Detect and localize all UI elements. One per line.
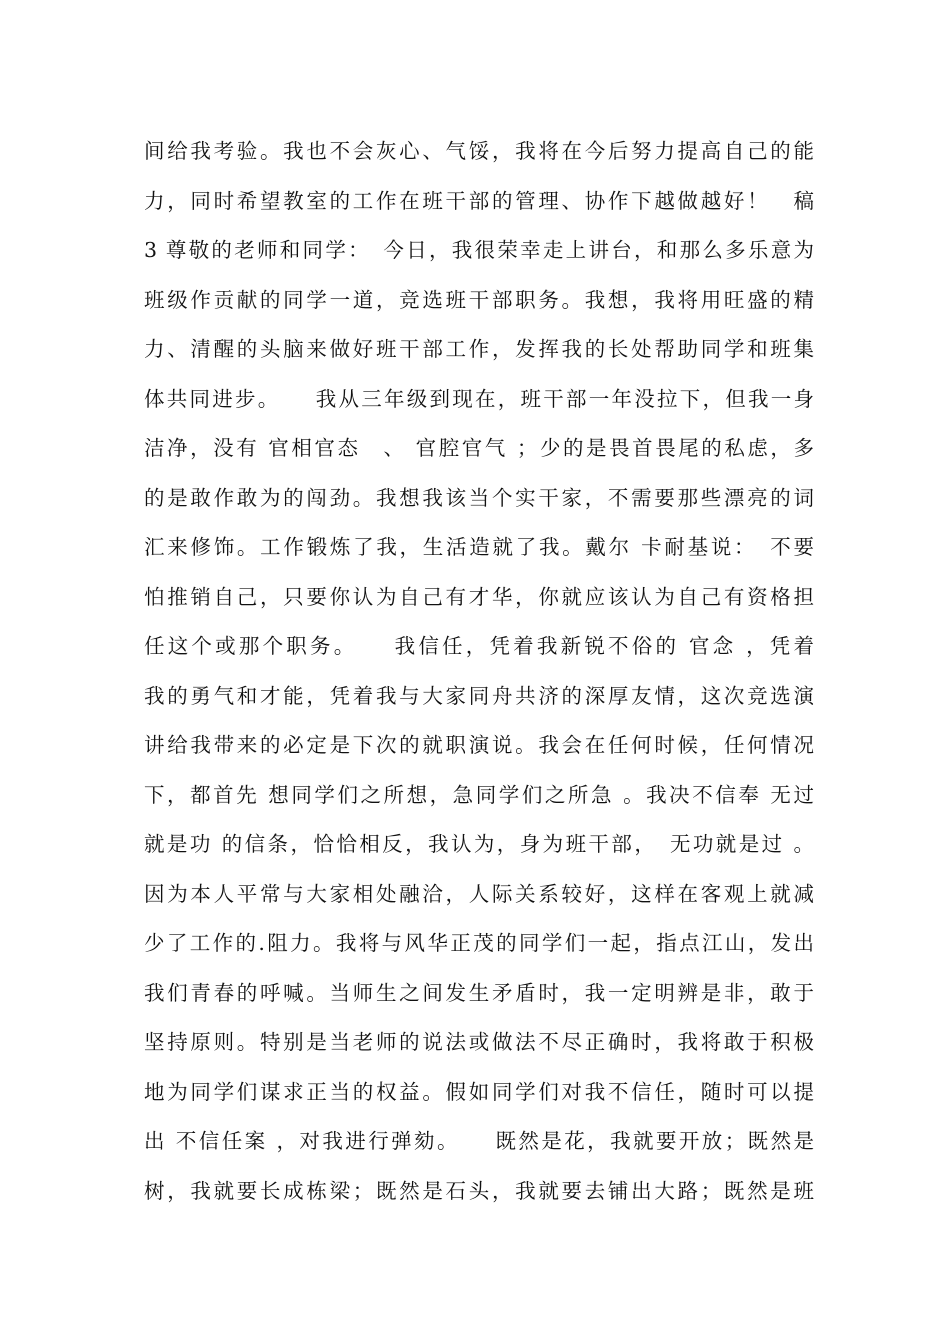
text-line: 因为本人平常与大家相处融洽，人际关系较好，这样在客观上就减 — [144, 881, 814, 906]
text-line: 洁净，没有 官相官态 、 官腔官气 ；少的是畏首畏尾的私虑，多 — [144, 436, 814, 460]
text-line: 我的勇气和才能，凭着我与大家同舟共济的深厚友情，这次竞选演 — [144, 683, 814, 708]
text-line: 讲给我带来的必定是下次的就职演说。我会在任何时候，任何情况 — [144, 733, 814, 757]
text-line: 体共同进步。 我从三年级到现在，班干部一年没拉下，但我一身 — [144, 386, 814, 411]
text-line: 地为同学们谋求正当的权益。假如同学们对我不信任，随时可以提 — [144, 1079, 814, 1104]
text-line: 少了工作的.阻力。我将与风华正茂的同学们一起，指点江山，发出 — [144, 931, 814, 955]
text-line: 怕推销自己，只要你认为自己有才华，你就应该认为自己有资格担 — [144, 584, 814, 609]
text-line: 间给我考验。我也不会灰心、气馁，我将在今后努力提高自己的能 — [144, 139, 814, 163]
text-line: 出 不信任案 ，对我进行弹劾。 既然是花，我就要开放；既然是 — [144, 1129, 814, 1153]
text-line: 下，都首先 想同学们之所想，急同学们之所急 。我决不信奉 无过 — [144, 782, 814, 807]
text-line: 3 尊敬的老师和同学： 今日，我很荣幸走上讲台，和那么多乐意为 — [144, 238, 814, 262]
text-line: 班级作贡献的同学一道，竞选班干部职务。我想，我将用旺盛的精 — [144, 287, 814, 312]
text-line: 树，我就要长成栋梁；既然是石头，我就要去铺出大路；既然是班 — [144, 1178, 814, 1203]
text-line: 任这个或那个职务。 我信任，凭着我新锐不俗的 官念 ，凭着 — [144, 634, 814, 658]
text-line: 的是敢作敢为的闯劲。我想我该当个实干家，不需要那些漂亮的词 — [144, 485, 814, 510]
document-body — [144, 127, 814, 1216]
text-line: 力、清醒的头脑来做好班干部工作，发挥我的长处帮助同学和班集 — [144, 337, 814, 361]
text-line: 力，同时希望教室的工作在班干部的管理、协作下越做越好！ 稿 — [144, 188, 814, 213]
text-line: 汇来修饰。工作锻炼了我，生活造就了我。戴尔 卡耐基说： 不要 — [144, 535, 814, 559]
text-line: 我们青春的呼喊。当师生之间发生矛盾时，我一定明辨是非，敢于 — [144, 980, 814, 1005]
text-line: 坚持原则。特别是当老师的说法或做法不尽正确时，我将敢于积极 — [144, 1030, 814, 1054]
text-line: 就是功 的信条，恰恰相反，我认为，身为班干部， 无功就是过 。 — [144, 832, 814, 856]
